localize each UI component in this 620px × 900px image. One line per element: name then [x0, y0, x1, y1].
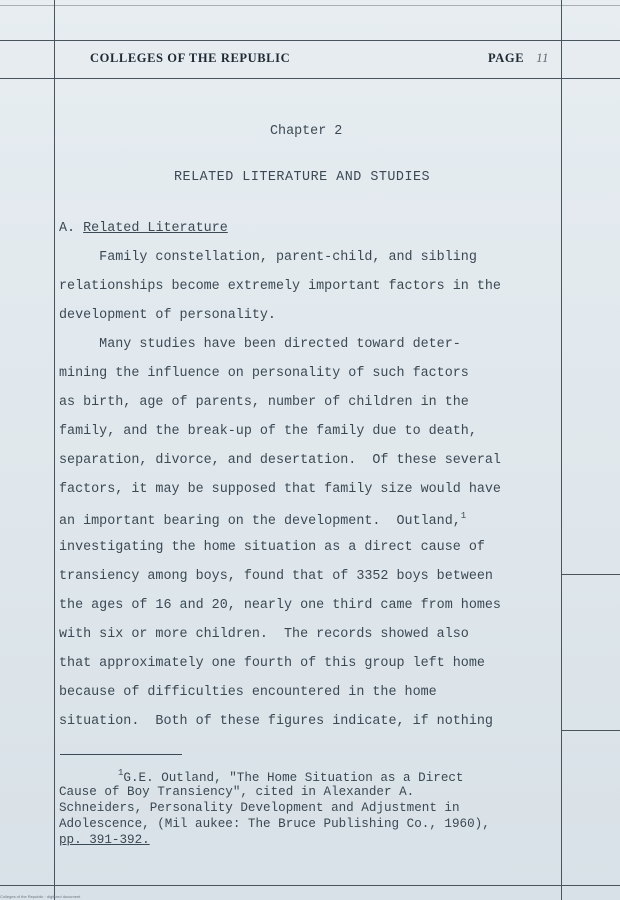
right-column-tick: [561, 574, 620, 575]
section-prefix: A.: [59, 221, 76, 236]
top-edge-rule: [0, 5, 620, 6]
body-line: the ages of 16 and 20, nearly one third came from homes: [59, 598, 501, 613]
body-line: family, and the break-up of the family due to death,: [59, 424, 477, 439]
scan-footer-strip: Colleges of the Republic · digitized document: [0, 894, 81, 899]
body-line: development of personality.: [59, 308, 276, 323]
footnote-line-text: G.E. Outland, "The Home Situation as a Direct: [123, 771, 464, 785]
footnote-line: [118, 768, 464, 785]
body-line: separation, divorce, and desertation. Of these several: [59, 453, 501, 468]
body-line: [59, 511, 466, 529]
page-number-label: [488, 51, 549, 66]
body-line: as birth, age of parents, number of children in the: [59, 395, 469, 410]
header-bottom-rule: [0, 78, 620, 79]
chapter-title: Chapter 2: [270, 124, 343, 139]
right-column-tick: [561, 730, 620, 731]
left-margin-rule: [54, 0, 55, 900]
body-line: situation. Both of these figures indicate, if nothing: [59, 714, 493, 729]
footnote-reference: 1: [460, 511, 467, 521]
footnote-marker: 1: [118, 768, 124, 778]
page-number: 11: [536, 51, 549, 65]
bottom-rule: [0, 885, 620, 886]
footnote-separator: [60, 754, 182, 755]
section-title: Related Literature: [83, 221, 228, 236]
footnote-line: Cause of Boy Transiency", cited in Alexander A.: [59, 785, 415, 799]
body-line: Many studies have been directed toward deter-: [59, 337, 461, 352]
body-line: factors, it may be supposed that family size would have: [59, 482, 501, 497]
body-line: that approximately one fourth of this group left home: [59, 656, 485, 671]
body-line-text: an important bearing on the development. Outland,: [59, 514, 461, 529]
footnote-line: pp. 391-392.: [59, 833, 150, 847]
footnote-line: Adolescence, (Mil aukee: The Bruce Publishing Co., 1960),: [59, 817, 490, 831]
body-line: relationships become extremely important factors in the: [59, 279, 501, 294]
body-line: investigating the home situation as a direct cause of: [59, 540, 485, 555]
page-title: COLLEGES OF THE REPUBLIC: [90, 51, 291, 65]
page-label: PAGE: [488, 51, 525, 65]
body-line: because of difficulties encountered in the home: [59, 685, 437, 700]
chapter-heading: RELATED LITERATURE AND STUDIES: [174, 170, 431, 185]
body-line: with six or more children. The records showed also: [59, 627, 469, 642]
body-line: transiency among boys, found that of 3352 boys between: [59, 569, 493, 584]
footnote-line: Schneiders, Personality Development and Adjustment in: [59, 801, 460, 815]
body-line: mining the influence on personality of such factors: [59, 366, 469, 381]
body-line: Family constellation, parent-child, and sibling: [59, 250, 477, 265]
header-top-rule: [0, 40, 620, 41]
right-margin-rule: [561, 0, 562, 900]
section-heading: [59, 221, 228, 236]
